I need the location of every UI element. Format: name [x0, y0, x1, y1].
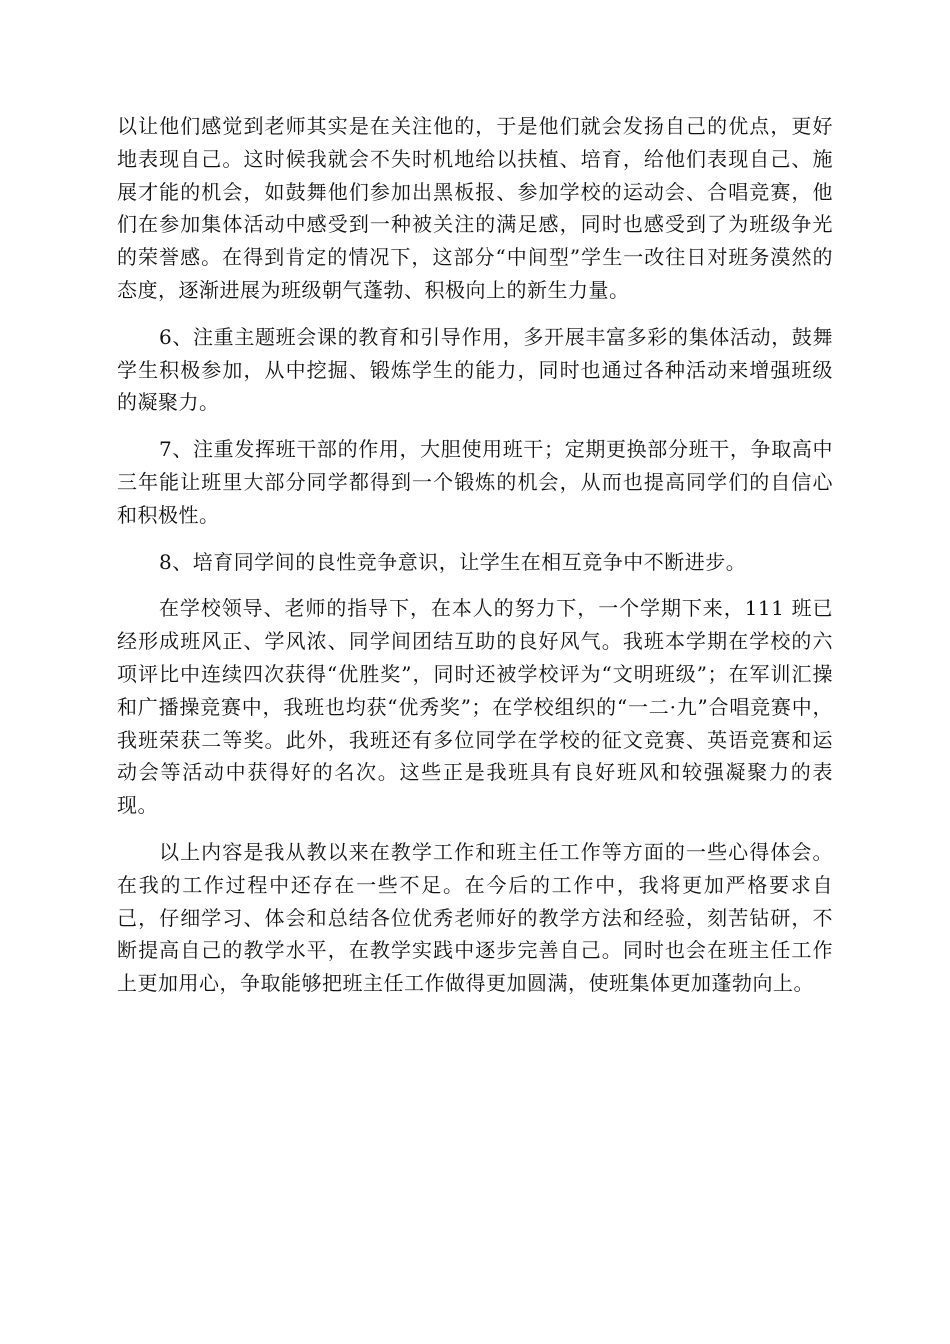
paragraph-item-7: 7、注重发挥班干部的作用，大胆使用班干；定期更换部分班干，争取高中三年能让班里大部分同学都得到一个锻炼的机会，从而也提高同学们的自信心和积极性。 [117, 437, 833, 527]
paragraph-item-8: 8、培育同学间的良性竞争意识，让学生在相互竞争中不断进步。 [159, 549, 747, 574]
paragraph-conclusion: 以上内容是我从教以来在教学工作和班主任工作等方面的一些心得体会。在我的工作过程中还存在一些不足。在今后的工作中，我将更加严格要求自己，仔细学习、体会和总结各位优秀老师好的教学方法和经验，刻苦钻研，不断提高自己的教学水平，在教学实践中逐步完善自己。同时也会在班主任工作上更加用心，争取能够把班主任工作做得更加圆满，使班集体更加蓬勃向上。 [117, 839, 833, 996]
paragraph-item-6: 6、注重主题班会课的教育和引导作用，多开展丰富多彩的集体活动，鼓舞学生积极参加，从中挖掘、锻炼学生的能力，同时也通过各种活动来增强班级的凝聚力。 [117, 324, 833, 415]
document-page [117, 110, 833, 1014]
paragraph-continuation: 以让他们感觉到老师其实是在关注他的，于是他们就会发扬自己的优点，更好地表现自己。这时候我就会不失时机地给以扶植、培育，给他们表现自己、施展才能的机会，如鼓舞他们参加出黑板报、参加学校的运动会、合唱竞赛，他们在参加集体活动中感受到一种被关注的满足感，同时也感受到了为班级争光的荣誉感。在得到肯定的情况下，这部分“中间型”学生一改往日对班务漠然的态度，逐渐进展为班级朝气蓬勃、积极向上的新生力量。 [117, 114, 833, 302]
paragraph-achievements: 在学校领导、老师的指导下，在本人的努力下，一个学期下来，111 班已经形成班风正、学风浓、同学间团结互助的良好风气。我班本学期在学校的六项评比中连续四次获得“优胜奖”，同时还被学校评为“文明班级”；在军训汇操和广播操竞赛中，我班也均获“优秀奖”；在学校组织的“一二·九”合唱竞赛中，我班荣获二等奖。此外，我班还有多位同学在学校的征文竞赛、英语竞赛和运动会等活动中获得好的名次。这些正是我班具有良好班风和较强凝聚力的表现。 [117, 596, 833, 818]
